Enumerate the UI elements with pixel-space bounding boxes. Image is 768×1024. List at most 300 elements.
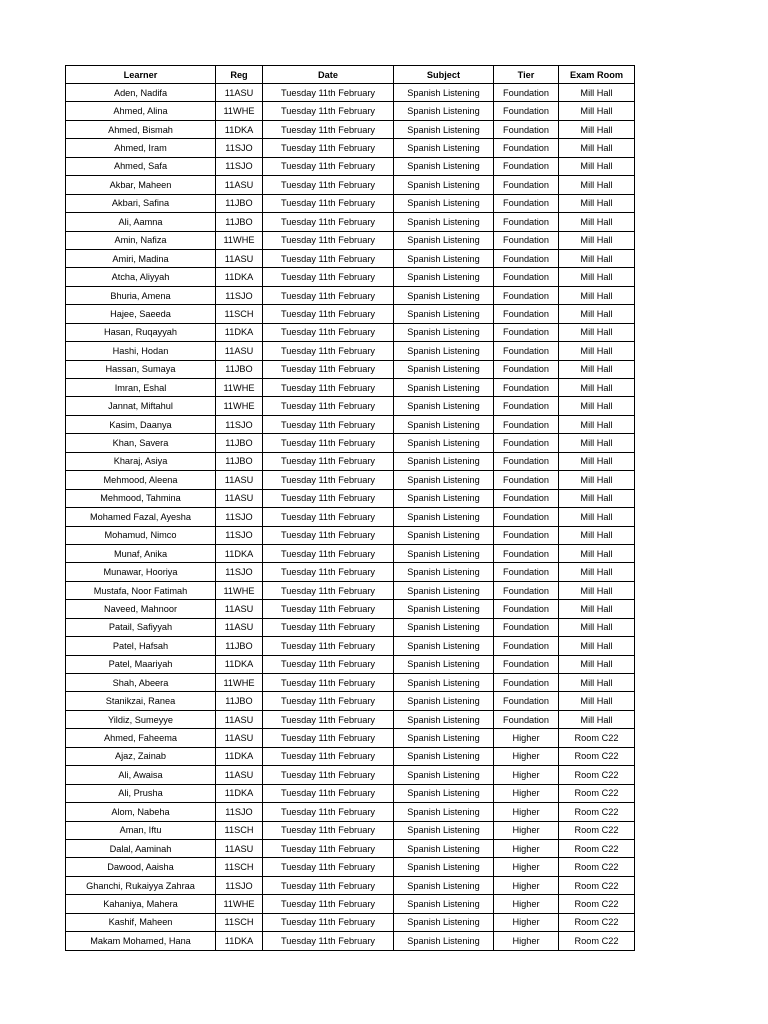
exam-schedule-table [65,65,635,951]
reg-cell: 11DKA [216,120,263,138]
table-row [66,323,635,341]
tier-cell: Foundation [494,655,559,673]
table-row [66,102,635,120]
tier-cell: Foundation [494,139,559,157]
exam-room-cell: Mill Hall [559,213,635,231]
learner-cell: Ali, Prusha [66,784,216,802]
table-row [66,194,635,212]
reg-cell: 11SJO [216,526,263,544]
subject-cell: Spanish Listening [394,895,494,913]
tier-cell: Higher [494,729,559,747]
reg-cell: 11DKA [216,932,263,950]
exam-room-cell: Room C22 [559,821,635,839]
tier-cell: Higher [494,821,559,839]
reg-cell: 11SJO [216,563,263,581]
exam-room-cell: Room C22 [559,913,635,931]
subject-cell: Spanish Listening [394,102,494,120]
reg-cell: 11ASU [216,766,263,784]
date-cell: Tuesday 11th February [263,231,394,249]
subject-cell: Spanish Listening [394,434,494,452]
learner-cell: Mohamed Fazal, Ayesha [66,508,216,526]
table-row [66,471,635,489]
reg-cell: 11JBO [216,452,263,470]
reg-cell: 11DKA [216,268,263,286]
reg-cell: 11DKA [216,544,263,562]
reg-cell: 11ASU [216,249,263,267]
reg-cell: 11JBO [216,194,263,212]
table-row [66,268,635,286]
date-cell: Tuesday 11th February [263,471,394,489]
learner-cell: Naveed, Mahnoor [66,600,216,618]
learner-cell: Aman, Iftu [66,821,216,839]
learner-cell: Ahmed, Iram [66,139,216,157]
learner-cell: Ahmed, Bismah [66,120,216,138]
header-date: Date [263,66,394,84]
exam-room-cell: Room C22 [559,839,635,857]
exam-room-cell: Room C22 [559,858,635,876]
exam-room-cell: Mill Hall [559,692,635,710]
date-cell: Tuesday 11th February [263,747,394,765]
reg-cell: 11SJO [216,139,263,157]
table-row [66,305,635,323]
date-cell: Tuesday 11th February [263,839,394,857]
table-row [66,747,635,765]
table-row [66,231,635,249]
subject-cell: Spanish Listening [394,526,494,544]
table-row [66,213,635,231]
date-cell: Tuesday 11th February [263,120,394,138]
tier-cell: Foundation [494,213,559,231]
table-row [66,913,635,931]
tier-cell: Foundation [494,120,559,138]
reg-cell: 11WHE [216,581,263,599]
table-row [66,342,635,360]
learner-cell: Bhuria, Amena [66,286,216,304]
date-cell: Tuesday 11th February [263,858,394,876]
subject-cell: Spanish Listening [394,379,494,397]
tier-cell: Foundation [494,581,559,599]
learner-cell: Kahaniya, Mahera [66,895,216,913]
subject-cell: Spanish Listening [394,305,494,323]
date-cell: Tuesday 11th February [263,913,394,931]
tier-cell: Higher [494,913,559,931]
tier-cell: Higher [494,932,559,950]
learner-cell: Mustafa, Noor Fatimah [66,581,216,599]
learner-cell: Kharaj, Asiya [66,452,216,470]
exam-room-cell: Room C22 [559,803,635,821]
tier-cell: Foundation [494,176,559,194]
date-cell: Tuesday 11th February [263,821,394,839]
date-cell: Tuesday 11th February [263,157,394,175]
subject-cell: Spanish Listening [394,581,494,599]
date-cell: Tuesday 11th February [263,618,394,636]
subject-cell: Spanish Listening [394,231,494,249]
reg-cell: 11SJO [216,803,263,821]
table-row [66,249,635,267]
reg-cell: 11JBO [216,213,263,231]
date-cell: Tuesday 11th February [263,876,394,894]
learner-cell: Ghanchi, Rukaiyya Zahraa [66,876,216,894]
subject-cell: Spanish Listening [394,471,494,489]
exam-room-cell: Mill Hall [559,194,635,212]
learner-cell: Ahmed, Faheema [66,729,216,747]
tier-cell: Higher [494,876,559,894]
date-cell: Tuesday 11th February [263,139,394,157]
tier-cell: Foundation [494,710,559,728]
exam-room-cell: Room C22 [559,895,635,913]
table-row [66,710,635,728]
learner-cell: Hasan, Ruqayyah [66,323,216,341]
reg-cell: 11ASU [216,710,263,728]
subject-cell: Spanish Listening [394,249,494,267]
exam-room-cell: Mill Hall [559,508,635,526]
tier-cell: Higher [494,766,559,784]
learner-cell: Akbari, Safina [66,194,216,212]
subject-cell: Spanish Listening [394,803,494,821]
tier-cell: Higher [494,858,559,876]
tier-cell: Foundation [494,305,559,323]
table-row [66,434,635,452]
table-row [66,692,635,710]
date-cell: Tuesday 11th February [263,895,394,913]
tier-cell: Foundation [494,84,559,102]
reg-cell: 11ASU [216,729,263,747]
exam-room-cell: Mill Hall [559,305,635,323]
learner-cell: Makam Mohamed, Hana [66,932,216,950]
date-cell: Tuesday 11th February [263,692,394,710]
reg-cell: 11JBO [216,434,263,452]
table-row [66,84,635,102]
exam-room-cell: Mill Hall [559,379,635,397]
subject-cell: Spanish Listening [394,729,494,747]
subject-cell: Spanish Listening [394,157,494,175]
table-row [66,729,635,747]
tier-cell: Foundation [494,342,559,360]
reg-cell: 11JBO [216,360,263,378]
table-body [66,84,635,951]
table-row [66,876,635,894]
reg-cell: 11ASU [216,471,263,489]
subject-cell: Spanish Listening [394,563,494,581]
reg-cell: 11JBO [216,692,263,710]
table-row [66,655,635,673]
learner-cell: Amin, Nafiza [66,231,216,249]
table-row [66,858,635,876]
date-cell: Tuesday 11th February [263,729,394,747]
learner-cell: Khan, Savera [66,434,216,452]
table-row [66,120,635,138]
reg-cell: 11SJO [216,876,263,894]
learner-cell: Ajaz, Zainab [66,747,216,765]
learner-cell: Amiri, Madina [66,249,216,267]
tier-cell: Foundation [494,544,559,562]
reg-cell: 11ASU [216,342,263,360]
learner-cell: Stanikzai, Ranea [66,692,216,710]
learner-cell: Ahmed, Safa [66,157,216,175]
reg-cell: 11SCH [216,821,263,839]
reg-cell: 11WHE [216,895,263,913]
table-row [66,157,635,175]
subject-cell: Spanish Listening [394,397,494,415]
learner-cell: Jannat, Miftahul [66,397,216,415]
exam-room-cell: Mill Hall [559,600,635,618]
table-row [66,803,635,821]
tier-cell: Foundation [494,618,559,636]
reg-cell: 11WHE [216,379,263,397]
exam-room-cell: Mill Hall [559,415,635,433]
table-row [66,766,635,784]
reg-cell: 11ASU [216,176,263,194]
learner-cell: Ahmed, Alina [66,102,216,120]
subject-cell: Spanish Listening [394,342,494,360]
date-cell: Tuesday 11th February [263,194,394,212]
exam-room-cell: Mill Hall [559,342,635,360]
exam-room-cell: Mill Hall [559,231,635,249]
exam-room-cell: Mill Hall [559,618,635,636]
reg-cell: 11WHE [216,397,263,415]
reg-cell: 11DKA [216,747,263,765]
reg-cell: 11ASU [216,84,263,102]
tier-cell: Foundation [494,637,559,655]
date-cell: Tuesday 11th February [263,637,394,655]
reg-cell: 11SCH [216,858,263,876]
table-row [66,139,635,157]
header-reg: Reg [216,66,263,84]
exam-room-cell: Mill Hall [559,471,635,489]
reg-cell: 11ASU [216,618,263,636]
table-row [66,563,635,581]
learner-cell: Alom, Nabeha [66,803,216,821]
tier-cell: Foundation [494,600,559,618]
table-row [66,618,635,636]
tier-cell: Higher [494,747,559,765]
table-row [66,379,635,397]
learner-cell: Mohamud, Nimco [66,526,216,544]
reg-cell: 11SJO [216,157,263,175]
subject-cell: Spanish Listening [394,821,494,839]
exam-room-cell: Room C22 [559,876,635,894]
reg-cell: 11DKA [216,655,263,673]
exam-room-cell: Mill Hall [559,452,635,470]
learner-cell: Patel, Hafsah [66,637,216,655]
exam-room-cell: Mill Hall [559,120,635,138]
subject-cell: Spanish Listening [394,692,494,710]
date-cell: Tuesday 11th February [263,305,394,323]
date-cell: Tuesday 11th February [263,710,394,728]
tier-cell: Foundation [494,508,559,526]
exam-room-cell: Mill Hall [559,674,635,692]
tier-cell: Foundation [494,415,559,433]
reg-cell: 11JBO [216,637,263,655]
subject-cell: Spanish Listening [394,637,494,655]
date-cell: Tuesday 11th February [263,360,394,378]
date-cell: Tuesday 11th February [263,176,394,194]
date-cell: Tuesday 11th February [263,655,394,673]
table-row [66,821,635,839]
subject-cell: Spanish Listening [394,323,494,341]
reg-cell: 11ASU [216,839,263,857]
tier-cell: Foundation [494,268,559,286]
table-row [66,397,635,415]
subject-cell: Spanish Listening [394,452,494,470]
learner-cell: Hassan, Sumaya [66,360,216,378]
learner-cell: Hajee, Saeeda [66,305,216,323]
table-row [66,895,635,913]
subject-cell: Spanish Listening [394,508,494,526]
learner-cell: Hashi, Hodan [66,342,216,360]
learner-cell: Shah, Abeera [66,674,216,692]
exam-room-cell: Mill Hall [559,397,635,415]
reg-cell: 11ASU [216,489,263,507]
tier-cell: Foundation [494,231,559,249]
subject-cell: Spanish Listening [394,932,494,950]
table-row [66,600,635,618]
learner-cell: Ali, Awaisa [66,766,216,784]
exam-room-cell: Mill Hall [559,249,635,267]
subject-cell: Spanish Listening [394,176,494,194]
date-cell: Tuesday 11th February [263,581,394,599]
reg-cell: 11SCH [216,305,263,323]
date-cell: Tuesday 11th February [263,674,394,692]
learner-cell: Patail, Safiyyah [66,618,216,636]
subject-cell: Spanish Listening [394,268,494,286]
subject-cell: Spanish Listening [394,674,494,692]
table-row [66,784,635,802]
subject-cell: Spanish Listening [394,710,494,728]
tier-cell: Foundation [494,194,559,212]
date-cell: Tuesday 11th February [263,784,394,802]
exam-room-cell: Mill Hall [559,434,635,452]
tier-cell: Foundation [494,360,559,378]
exam-room-cell: Mill Hall [559,157,635,175]
learner-cell: Kashif, Maheen [66,913,216,931]
date-cell: Tuesday 11th February [263,213,394,231]
header-row [66,66,635,84]
subject-cell: Spanish Listening [394,618,494,636]
table-row [66,176,635,194]
tier-cell: Foundation [494,452,559,470]
exam-room-cell: Mill Hall [559,655,635,673]
reg-cell: 11WHE [216,102,263,120]
subject-cell: Spanish Listening [394,84,494,102]
subject-cell: Spanish Listening [394,876,494,894]
tier-cell: Foundation [494,102,559,120]
exam-room-cell: Mill Hall [559,84,635,102]
date-cell: Tuesday 11th February [263,342,394,360]
exam-room-cell: Mill Hall [559,176,635,194]
reg-cell: 11SJO [216,415,263,433]
date-cell: Tuesday 11th February [263,452,394,470]
exam-room-cell: Room C22 [559,766,635,784]
exam-room-cell: Mill Hall [559,268,635,286]
learner-cell: Yildiz, Sumeyye [66,710,216,728]
header-subject: Subject [394,66,494,84]
learner-cell: Mehmood, Aleena [66,471,216,489]
subject-cell: Spanish Listening [394,139,494,157]
learner-cell: Munawar, Hooriya [66,563,216,581]
table-row [66,839,635,857]
learner-cell: Munaf, Anika [66,544,216,562]
exam-room-cell: Mill Hall [559,544,635,562]
table-header [66,66,635,84]
header-tier: Tier [494,66,559,84]
subject-cell: Spanish Listening [394,784,494,802]
reg-cell: 11WHE [216,231,263,249]
subject-cell: Spanish Listening [394,839,494,857]
tier-cell: Foundation [494,471,559,489]
exam-room-cell: Mill Hall [559,323,635,341]
table-row [66,637,635,655]
subject-cell: Spanish Listening [394,747,494,765]
subject-cell: Spanish Listening [394,120,494,138]
exam-schedule-sheet [65,65,635,951]
tier-cell: Higher [494,839,559,857]
tier-cell: Foundation [494,563,559,581]
exam-room-cell: Mill Hall [559,360,635,378]
subject-cell: Spanish Listening [394,913,494,931]
exam-room-cell: Mill Hall [559,710,635,728]
exam-room-cell: Mill Hall [559,637,635,655]
tier-cell: Foundation [494,249,559,267]
tier-cell: Foundation [494,526,559,544]
table-row [66,452,635,470]
tier-cell: Foundation [494,434,559,452]
reg-cell: 11DKA [216,323,263,341]
subject-cell: Spanish Listening [394,766,494,784]
subject-cell: Spanish Listening [394,286,494,304]
learner-cell: Akbar, Maheen [66,176,216,194]
exam-room-cell: Room C22 [559,932,635,950]
date-cell: Tuesday 11th February [263,526,394,544]
tier-cell: Foundation [494,692,559,710]
date-cell: Tuesday 11th February [263,563,394,581]
tier-cell: Higher [494,895,559,913]
learner-cell: Kasim, Daanya [66,415,216,433]
table-row [66,526,635,544]
learner-cell: Dalal, Aaminah [66,839,216,857]
tier-cell: Foundation [494,157,559,175]
tier-cell: Foundation [494,489,559,507]
date-cell: Tuesday 11th February [263,323,394,341]
reg-cell: 11SJO [216,508,263,526]
learner-cell: Ali, Aamna [66,213,216,231]
learner-cell: Imran, Eshal [66,379,216,397]
tier-cell: Foundation [494,397,559,415]
reg-cell: 11SCH [216,913,263,931]
table-row [66,674,635,692]
date-cell: Tuesday 11th February [263,508,394,526]
table-row [66,286,635,304]
subject-cell: Spanish Listening [394,544,494,562]
reg-cell: 11SJO [216,286,263,304]
exam-room-cell: Mill Hall [559,563,635,581]
date-cell: Tuesday 11th February [263,600,394,618]
learner-cell: Aden, Nadifa [66,84,216,102]
exam-room-cell: Mill Hall [559,286,635,304]
tier-cell: Foundation [494,674,559,692]
table-row [66,415,635,433]
date-cell: Tuesday 11th February [263,766,394,784]
tier-cell: Foundation [494,379,559,397]
date-cell: Tuesday 11th February [263,434,394,452]
learner-cell: Dawood, Aaisha [66,858,216,876]
subject-cell: Spanish Listening [394,415,494,433]
date-cell: Tuesday 11th February [263,397,394,415]
date-cell: Tuesday 11th February [263,803,394,821]
date-cell: Tuesday 11th February [263,102,394,120]
subject-cell: Spanish Listening [394,213,494,231]
date-cell: Tuesday 11th February [263,415,394,433]
